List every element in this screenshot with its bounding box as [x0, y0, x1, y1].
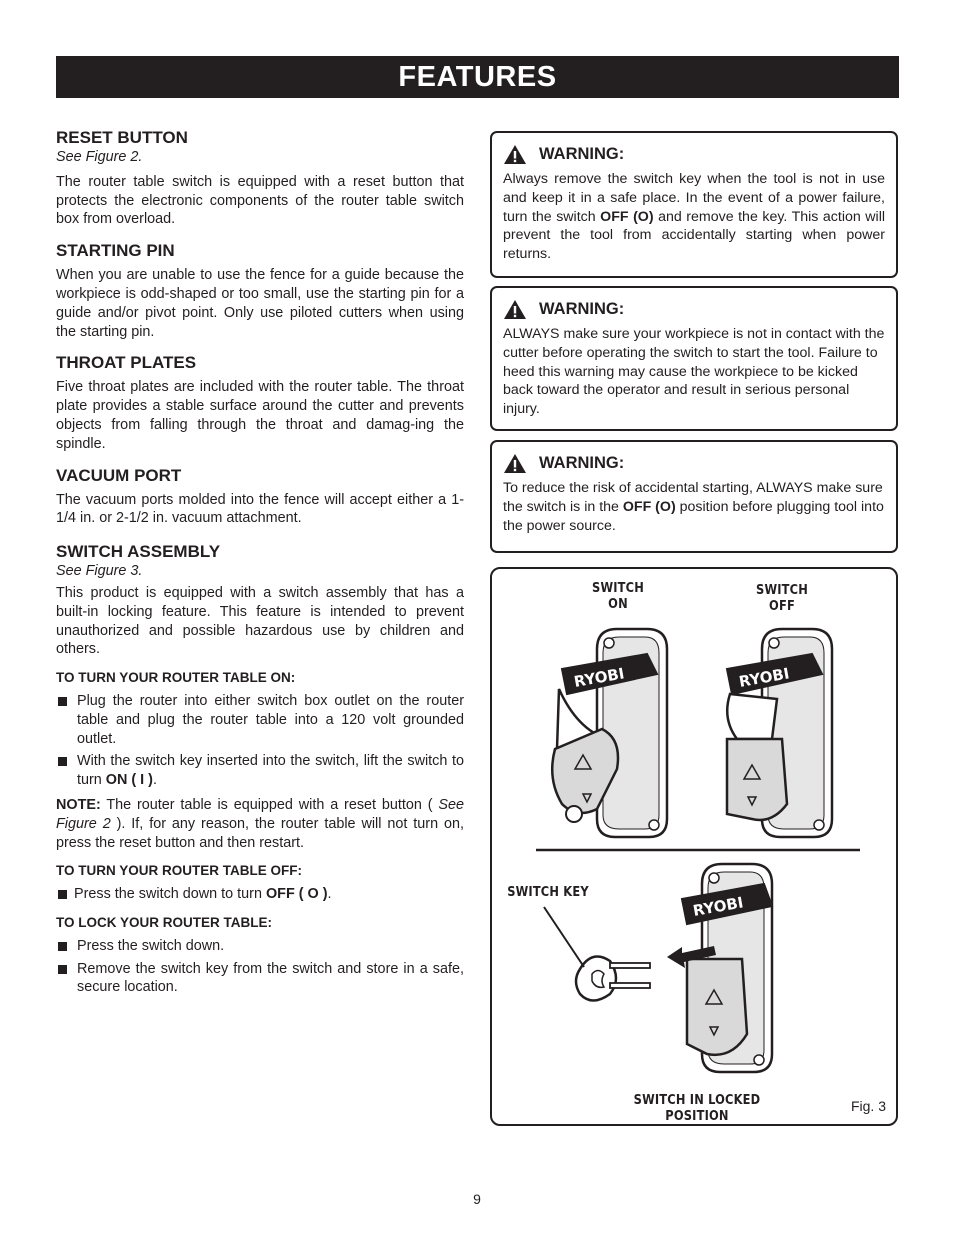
turn-on-heading: TO TURN YOUR ROUTER TABLE ON: — [56, 670, 296, 686]
on-symbol: ON ( I ) — [105, 772, 153, 789]
warning-body — [503, 170, 885, 264]
note-text-1: The router table is equipped with a reset button ( — [100, 796, 439, 813]
page-title-banner: FEATURES — [56, 56, 899, 98]
lock-heading: TO LOCK YOUR ROUTER TABLE: — [56, 914, 272, 930]
switch-assembly-body: This product is equipped with a switch assembly that has a built-in locking feature. This feature is intended to prevent unauthorized and possible hazardous use by children and others. — [56, 584, 464, 658]
lock-item-2: Remove the switch key from the switch and store in a safe, secure location. — [77, 960, 464, 996]
turn-off-heading: TO TURN YOUR ROUTER TABLE OFF: — [56, 863, 302, 879]
switch-illustrations — [492, 569, 895, 1123]
square-bullet-icon — [58, 890, 67, 899]
reset-note — [56, 796, 464, 852]
reset-button-body: The router table switch is equipped with a reset button that protects the electronic components of the router table switch box from overload. — [56, 173, 464, 228]
off-symbol: OFF ( O ) — [265, 886, 328, 903]
turn-on-list — [56, 692, 464, 790]
switch-off-drawing — [727, 629, 832, 837]
warning-title: WARNING: — [539, 300, 625, 319]
locked-position-label: SWITCH IN LOCKED POSITION — [633, 1093, 761, 1124]
switch-key-label: SWITCH KEY — [507, 885, 589, 900]
note-text-2: ). If, for any reason, the router table will not turn on, press the reset button and then restart. — [56, 815, 464, 851]
square-bullet-icon — [58, 757, 67, 766]
warning-header — [503, 299, 885, 320]
warning-title: WARNING: — [539, 145, 625, 164]
warning-text: Always remove the switch key when the tool is not in use and keep it in a safe place. In the event of a power failure, turn the switch — [503, 171, 885, 225]
warning-bold-text: OFF (O) — [600, 208, 654, 225]
turn-on-item-2: With the switch key inserted into the switch, lift the switch to turn — [77, 753, 464, 789]
punctuation: . — [327, 886, 332, 903]
list-item — [56, 960, 464, 998]
reset-button-heading: RESET BUTTON — [56, 128, 188, 147]
list-item — [56, 937, 464, 956]
throat-plates-body: Five throat plates are included with the router table. The throat plate provides a stable surface around the cutter and prevents objects from falling through the throat and damag-ing the spindle. — [56, 379, 464, 452]
figure-number: Fig. 3 — [850, 1098, 886, 1114]
list-item — [56, 885, 464, 904]
warning-triangle-icon — [503, 453, 527, 474]
brand-logo: RYOBI — [737, 664, 791, 691]
warning-box-1 — [490, 131, 898, 278]
warning-text: position before plugging tool into the power source. — [503, 498, 884, 534]
turn-on-item-1: Plug the router into either switch box outlet on the router table and plug the router table into a 120 volt grounded outlet. — [77, 692, 464, 747]
warning-box-2 — [490, 286, 898, 431]
lock-item-1: Press the switch down. — [77, 937, 225, 954]
warning-text: To reduce the risk of accidental starting, ALWAYS make sure the switch is in the — [503, 480, 883, 515]
throat-plates-heading: THROAT PLATES — [56, 353, 197, 373]
label-line: SWITCH — [592, 581, 644, 596]
warning-header — [503, 453, 885, 474]
list-item — [56, 692, 464, 748]
turn-off-item-1: Press the switch down to turn — [74, 886, 266, 903]
label-line: SWITCH — [756, 583, 808, 598]
brand-logo: RYOBI — [691, 893, 745, 920]
warning-header — [503, 144, 885, 165]
starting-pin-body: When you are unable to use the fence for a guide because the workpiece is odd-shaped or too small, use the starting pin for a guide and/or pivot point. Only use piloted cutters when using the starting pin. — [56, 267, 464, 340]
switch-assembly-figure-ref: See Figure 3. — [56, 563, 143, 580]
switch-key-drawing — [544, 907, 650, 1001]
warning-triangle-icon — [503, 299, 527, 320]
note-figure-ref: See Figure 2 — [56, 796, 464, 832]
left-column — [56, 128, 464, 1001]
note-label: NOTE: — [56, 796, 101, 813]
warning-bold-text: OFF (O) — [622, 498, 676, 515]
figure-3 — [490, 567, 898, 1126]
turn-off-list — [56, 885, 464, 904]
warning-triangle-icon — [503, 144, 527, 165]
label-line: ON — [608, 597, 628, 612]
page-number: 9 — [473, 1191, 481, 1207]
reset-button-figure-ref: See Figure 2. — [56, 149, 143, 165]
starting-pin-heading: STARTING PIN — [56, 241, 175, 261]
vacuum-port-body: The vacuum ports molded into the fence will accept either a 1-1/4 in. or 2-1/2 in. vacuum attachment. — [56, 491, 464, 527]
warning-text: and remove the key. This action will prevent the tool from accidentally starting when power returns. — [503, 208, 886, 263]
switch-on-drawing — [552, 629, 667, 837]
brand-logo: RYOBI — [572, 664, 626, 691]
square-bullet-icon — [58, 942, 67, 951]
vacuum-port-heading: VACUUM PORT — [56, 465, 182, 485]
warning-box-3 — [490, 440, 898, 553]
list-item — [56, 752, 464, 790]
warning-body — [503, 479, 885, 535]
warning-text: ALWAYS make sure your workpiece is not in contact with the cutter before operating the switch to start the tool. Failure to heed this warning may cause the workpiece to be kicked back toward the operator and result in serious personal injury. — [503, 326, 885, 418]
square-bullet-icon — [58, 965, 67, 974]
warning-body — [503, 325, 885, 419]
switch-assembly-heading: SWITCH ASSEMBLY — [56, 542, 221, 562]
punctuation: . — [152, 772, 157, 789]
label-line: OFF — [769, 599, 795, 614]
switch-locked-drawing — [682, 864, 772, 1072]
lock-list — [56, 937, 464, 997]
warning-title: WARNING: — [539, 454, 625, 473]
square-bullet-icon — [58, 697, 67, 706]
